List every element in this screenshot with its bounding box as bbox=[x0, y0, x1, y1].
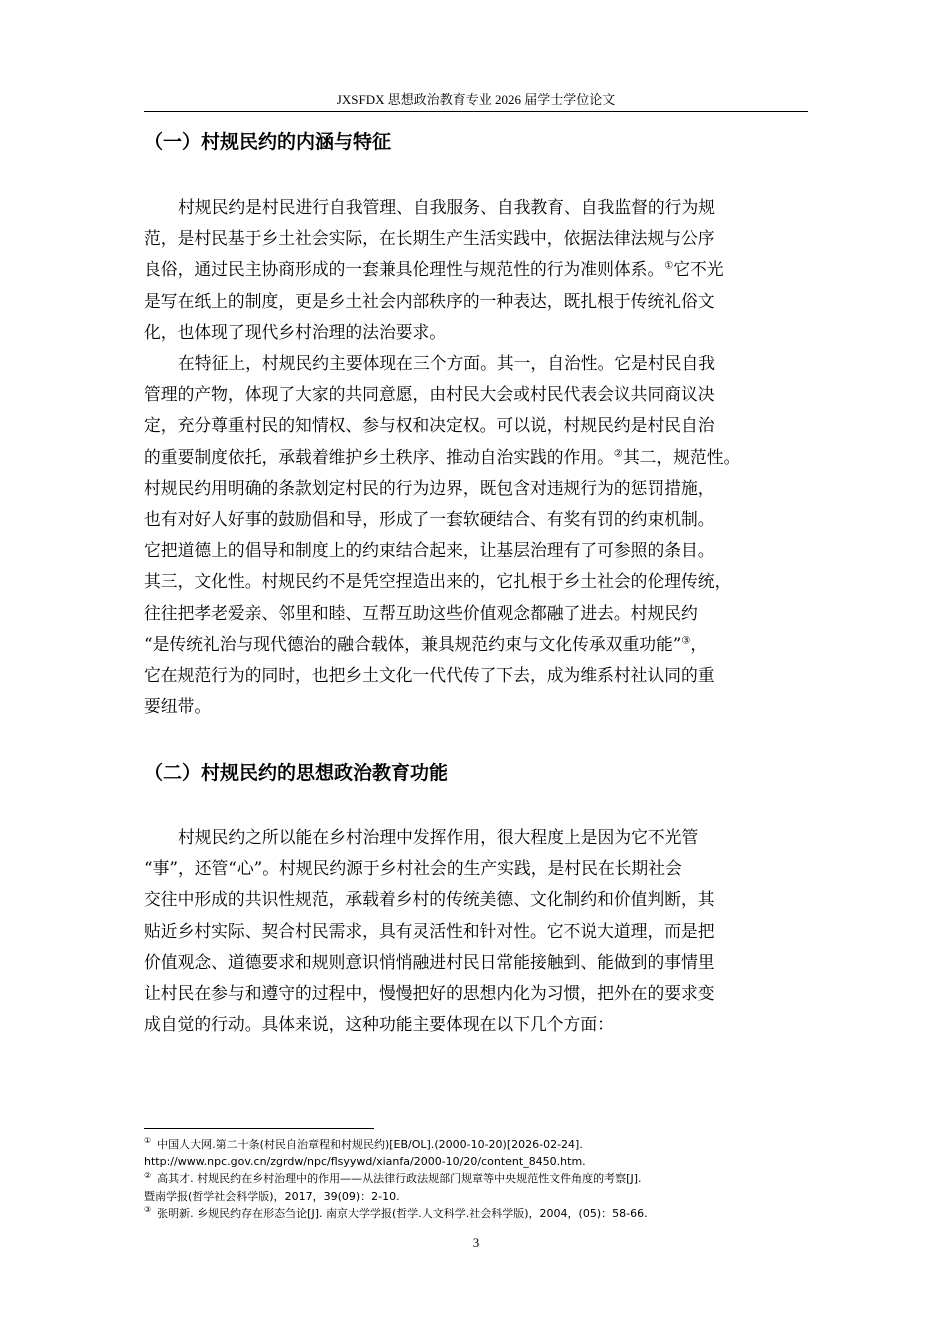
footnote-mark: ② bbox=[144, 1170, 152, 1180]
footnote-1 bbox=[144, 1136, 810, 1153]
section-heading-1: （一）村规民约的内涵与特征 bbox=[144, 131, 392, 153]
footnote-2-continued: 暨南学报(哲学社会科学版)，2017，39(09)：2-10. bbox=[144, 1189, 400, 1203]
text-line: 它在规范行为的同时，也把乡土文化一代代传了下去，成为维系村社认同的重 bbox=[144, 665, 715, 686]
footnote-text: 中国人大网.第二十条(村民自治章程和村规民约)[EB/OL].(2000-10-20)[2026-02-24]. bbox=[157, 1138, 583, 1151]
text-line: 管理的产物，体现了大家的共同意愿，由村民大会或村民代表会议共同商议决 bbox=[144, 384, 715, 405]
running-header: JXSFDX 思想政治教育专业 2026 届学士学位论文 bbox=[336, 92, 616, 107]
text-line: 是写在纸上的制度，更是乡土社会内部秩序的一种表达，既扎根于传统礼俗文 bbox=[144, 290, 715, 311]
footnotes bbox=[144, 1136, 810, 1222]
text-line: 让村民在参与和遵守的过程中，慢慢把好的思想内化为习惯，把外在的要求变 bbox=[144, 983, 715, 1004]
section1-paragraph-1 bbox=[144, 192, 810, 348]
text-line: 范，是村民基于乡土社会实际，在长期生产生活实践中，依据法律法规与公序 bbox=[144, 228, 715, 249]
footnote-separator bbox=[144, 1128, 374, 1129]
text-line: 村规民约之所以能在乡村治理中发挥作用，很大程度上是因为它不光管 bbox=[178, 827, 699, 847]
text-line: 往往把孝老爱亲、邻里和睦、互帮互助这些价值观念都融了进去。村规民约 bbox=[144, 602, 698, 623]
text-line: 也有对好人好事的鼓励倡和导，形成了一套软硬结合、有奖有罚的约束机制。 bbox=[144, 509, 715, 530]
text-line: 它把道德上的倡导和制度上的约束结合起来，让基层治理有了可参照的条目。 bbox=[144, 540, 715, 561]
footnote-mark: ① bbox=[144, 1136, 152, 1146]
text-line: 化，也体现了现代乡村治理的法治要求。 bbox=[144, 321, 447, 342]
footnote-ref-3[interactable]: ③ bbox=[681, 635, 691, 647]
text-line: 在特征上，村规民约主要体现在三个方面。其一，自治性。它是村民自我 bbox=[178, 353, 716, 373]
text-line: 村规民约是村民进行自我管理、自我服务、自我教育、自我监督的行为规 bbox=[178, 197, 716, 217]
text-span: “是传统礼治与现代德治的融合载体，兼具规范约束与文化传承双重功能” bbox=[144, 633, 682, 654]
text-line: 要纽带。 bbox=[144, 696, 212, 717]
text-line bbox=[144, 442, 810, 473]
text-line: 价值观念、道德要求和规则意识悄悄融进村民日常能接触到、能做到的事情里 bbox=[144, 951, 715, 972]
section-heading-2: （二）村规民约的思想政治教育功能 bbox=[144, 762, 449, 784]
section1-paragraph-2 bbox=[144, 348, 810, 722]
footnote-3 bbox=[144, 1205, 810, 1222]
footnote-2 bbox=[144, 1170, 810, 1187]
text-span: ， bbox=[690, 633, 708, 654]
footnote-text: 高其才. 村规民约在乡村治理中的作用——从法律行政法规部门规章等中央规范性文件角度的考察[J]. bbox=[157, 1172, 642, 1186]
text-line: 其三，文化性。村规民约不是凭空捏造出来的，它扎根于乡土社会的伦理传统， bbox=[144, 571, 732, 592]
section2-paragraph-1 bbox=[144, 822, 810, 1040]
text-span: 它不光 bbox=[673, 259, 724, 280]
text-span: 良俗，通过民主协商形成的一套兼具伦理性与规范性的行为准则体系。 bbox=[144, 259, 665, 280]
text-line: 定，充分尊重村民的知情权、参与权和决定权。可以说，村规民约是村民自治 bbox=[144, 415, 715, 436]
text-line bbox=[144, 254, 810, 285]
header-rule bbox=[144, 111, 808, 112]
text-line: 村规民约用明确的条款划定村民的行为边界，既包含对违规行为的惩罚措施， bbox=[144, 477, 715, 498]
text-line: 贴近乡村实际、契合村民需求，具有灵活性和针对性。它不说大道理，而是把 bbox=[144, 920, 715, 941]
footnote-ref-2[interactable]: ② bbox=[613, 448, 623, 460]
footnote-mark: ③ bbox=[144, 1205, 152, 1215]
footnote-ref-1[interactable]: ① bbox=[664, 260, 674, 272]
text-line: “事”，还管“心”。村规民约源于乡村社会的生产实践，是村民在长期社会 bbox=[144, 858, 682, 879]
footnote-1-url[interactable]: http://www.npc.gov.cn/zgrdw/npc/flsyywd/xianfa/2000-10/20/content_8450.htm. bbox=[144, 1155, 586, 1169]
text-span: 的重要制度依托，承载着维护乡土秩序、推动自治实践的作用。 bbox=[144, 446, 614, 467]
footnote-text: 张明新. 乡规民约存在形态刍论[J]. 南京大学学报(哲学.人文科学.社会科学版)，2004，(05)：58-66. bbox=[157, 1206, 648, 1220]
text-line bbox=[144, 629, 810, 660]
text-span: 其二，规范性。 bbox=[622, 446, 741, 467]
page-number: 3 bbox=[472, 1235, 480, 1250]
text-line: 交往中形成的共识性规范，承载着乡村的传统美德、文化制约和价值判断，其 bbox=[144, 889, 715, 910]
text-line: 成自觉的行动。具体来说，这种功能主要体现在以下几个方面： bbox=[144, 1014, 614, 1035]
